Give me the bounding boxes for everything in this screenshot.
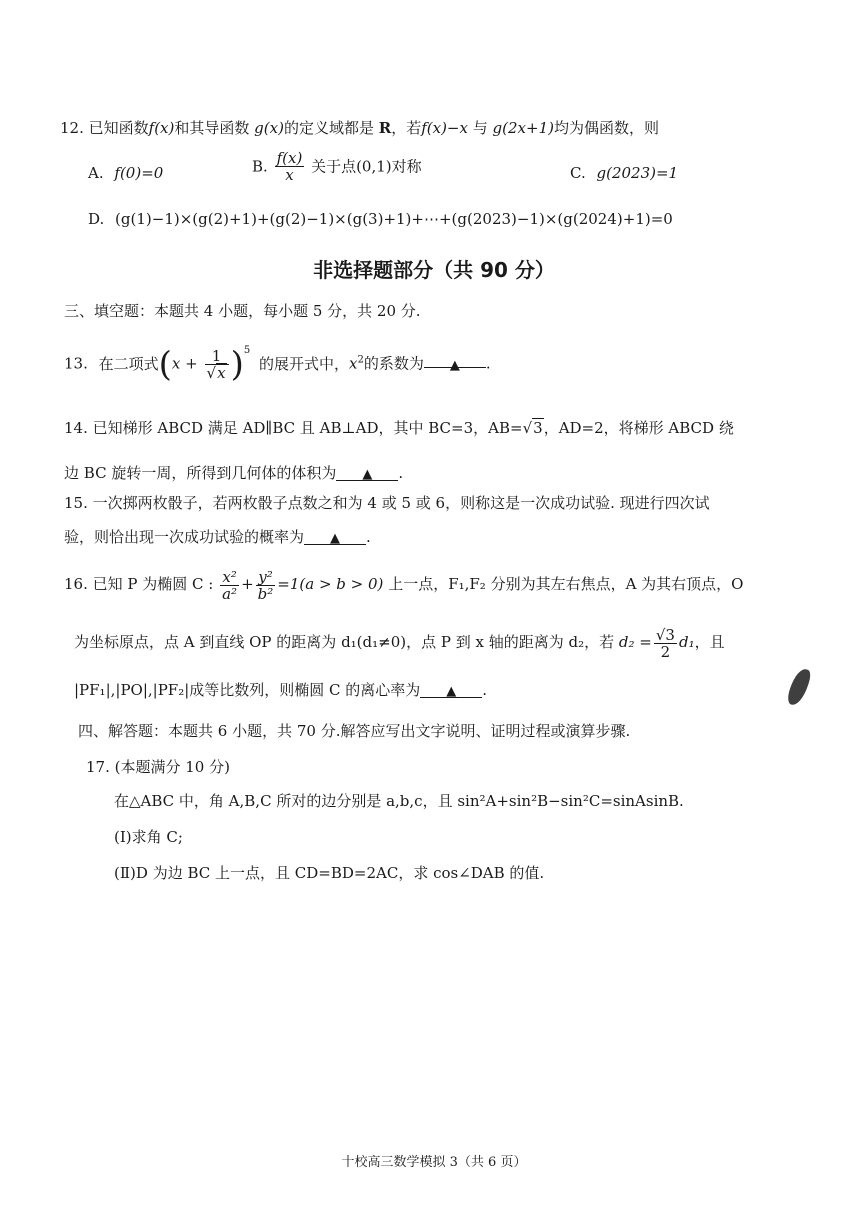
- q16-equation-tail: =1(a > b > 0): [277, 575, 384, 593]
- q16-frac-x-den: a²: [222, 584, 238, 603]
- q13-plus: +: [185, 354, 198, 373]
- q12-option-c-text: g(2023)=1: [596, 164, 679, 182]
- q13-power: 5: [243, 344, 251, 356]
- q16-line1-a: 16. 已知 P 为椭圆 C :: [64, 575, 214, 593]
- q16-plus: +: [241, 575, 254, 593]
- q13: [64, 344, 491, 385]
- q16-frac-sqrt3-den: 2: [660, 642, 671, 661]
- q16-line2: [74, 624, 725, 660]
- q16-answer-blank: [420, 679, 482, 698]
- q13-text-b: 的展开式中，: [258, 354, 349, 373]
- q14-blank-triangle: ▲: [362, 467, 373, 482]
- q12-expr2: g(2x+1): [492, 119, 554, 137]
- q17-header: 17. (本题满分 10 分): [86, 758, 230, 776]
- q13-fraction: [205, 348, 229, 381]
- q16-frac-y-den: b²: [257, 584, 274, 603]
- q16-end: .: [482, 681, 488, 699]
- q13-x: x: [171, 354, 181, 373]
- q16-frac-y: [256, 569, 276, 602]
- q13-right-paren: ): [230, 344, 244, 385]
- q12-option-d-text: (g(1)−1)×(g(2)+1)+(g(2)−1)×(g(3)+1)+⋯+(g(2023)−1)×(g(2024)+1)=0: [115, 210, 673, 228]
- part4-title: 四、解答题：本题共 6 小题，共 70 分.解答应写出文字说明、证明过程或演算步骤.: [78, 722, 631, 740]
- q12-option-d-label: D.: [88, 210, 105, 228]
- q15-end: .: [366, 528, 371, 546]
- q15-line2-text: 验，则恰出现一次成功试验的概率为: [64, 528, 305, 546]
- q16-line2-a: 为坐标原点，点 A 到直线 OP 的距离为 d₁(d₁≠0)，点 P 到 x 轴的距离为 d₂，若: [74, 633, 615, 651]
- scan-mark: [786, 666, 813, 707]
- q12-option-b-tail: 关于点(0,1)对称: [311, 157, 422, 176]
- q13-number: 13.: [64, 354, 88, 373]
- q14-line1-tail: ，AD=2，将梯形 ABCD 绕: [543, 419, 734, 437]
- q14-line1: 14. 已知梯形 ABCD 满足 AD∥BC 且 AB⊥AD，其中 BC=3，AB=√3，AD=2，将梯形 ABCD 绕: [64, 419, 734, 437]
- q12-text-b: 和其导函数: [174, 119, 250, 137]
- q13-exp2: 2: [357, 354, 364, 366]
- q12-option-a-text: f(0)=0: [114, 164, 164, 182]
- q14-end: .: [398, 464, 404, 482]
- q13-frac-den: √x: [206, 364, 226, 382]
- q12-option-b: [252, 150, 422, 183]
- q16-frac-sqrt3: [654, 627, 677, 660]
- q12-fx: f(x): [148, 119, 175, 137]
- q14-line2-text: 边 BC 旋转一周，所得到几何体的体积为: [64, 464, 337, 482]
- q13-end: .: [485, 354, 491, 373]
- page-footer: 十校高三数学模拟 3（共 6 页）: [341, 1155, 527, 1170]
- q15-line1: 15. 一次掷两枚骰子，若两枚骰子点数之和为 4 或 5 或 6，则称这是一次成功试验. 现进行四次试: [64, 494, 710, 512]
- q12-option-d: [88, 208, 673, 230]
- q13-frac-num: 1: [205, 348, 229, 365]
- q13-x2: x: [349, 354, 358, 373]
- q12-option-b-den: x: [285, 166, 294, 184]
- q17-condition: 在△ABC 中，角 A,B,C 所对的边分别是 a,b,c，且 sin²A+sin²B−sin²C=sinAsinB.: [114, 792, 684, 810]
- q17-part2: (Ⅱ)D 为边 BC 上一点，且 CD=BD=2AC，求 cos∠DAB 的值.: [114, 864, 545, 882]
- q16-line1-b: 上一点，F₁,F₂ 分别为其左右焦点，A 为其右顶点，O: [388, 575, 744, 593]
- q13-left-paren: (: [158, 344, 172, 385]
- q13-blank-triangle: ▲: [449, 357, 460, 373]
- q13-text-c: 的系数为: [363, 354, 424, 373]
- q16-line2-b: ，且: [694, 633, 725, 651]
- q12-expr1: f(x)−x: [421, 119, 468, 137]
- q12-number: 12.: [60, 119, 84, 137]
- q14-answer-blank: [336, 462, 398, 481]
- section-title: 非选择题部分（共 90 分）: [313, 258, 555, 282]
- q16-d1: d₁: [678, 633, 695, 651]
- q15-answer-blank: [304, 526, 366, 545]
- q12-option-c: [570, 162, 678, 184]
- q16-line3: [74, 679, 487, 701]
- q15-line2: [64, 526, 371, 548]
- q12-text-f: 均为偶函数，则: [553, 119, 659, 137]
- q12-R: R: [378, 119, 392, 137]
- q16-frac-y-num: y²: [256, 569, 276, 586]
- q13-answer-blank: [424, 349, 486, 373]
- q14-sqrt3: 3: [533, 419, 543, 437]
- q12-option-c-label: C.: [570, 164, 586, 182]
- q16-blank-triangle: ▲: [446, 684, 457, 699]
- q16-frac-x: [220, 569, 239, 602]
- q12-option-a: [88, 162, 163, 184]
- q12-text-d: ，若: [391, 119, 422, 137]
- q12-option-a-label: A.: [88, 164, 104, 182]
- q16-frac-sqrt3-num: √3: [655, 625, 675, 644]
- q17-part1: (Ⅰ)求角 C;: [114, 828, 183, 846]
- q12-text-e: 与: [472, 119, 488, 137]
- q12-text-a: 已知函数: [88, 119, 149, 137]
- part3-title: 三、填空题：本题共 4 小题，每小题 5 分，共 20 分.: [64, 302, 421, 320]
- q12-option-b-fraction: [275, 150, 305, 183]
- q16-frac-x-num: x²: [220, 569, 239, 586]
- q12-option-b-num: f(x): [276, 149, 303, 167]
- q14-line1-text: 14. 已知梯形 ABCD 满足 AD∥BC 且 AB⊥AD，其中 BC=3，AB=: [64, 419, 523, 437]
- q12-gx: g(x): [254, 119, 284, 137]
- q16-line1: [64, 566, 743, 602]
- q12-stem: [60, 117, 659, 139]
- q12-option-b-label: B.: [252, 157, 268, 176]
- q16-d2: d₂ =: [618, 633, 652, 651]
- q15-blank-triangle: ▲: [330, 531, 341, 546]
- q13-text-a: 在二项式: [98, 354, 159, 373]
- q16-line3-text: |PF₁|,|PO|,|PF₂|成等比数列，则椭圆 C 的离心率为: [74, 681, 421, 699]
- q12-text-c: 的定义域都是: [283, 119, 374, 137]
- q13-sqrt-x: x: [217, 364, 226, 382]
- q14-line2: [64, 462, 403, 484]
